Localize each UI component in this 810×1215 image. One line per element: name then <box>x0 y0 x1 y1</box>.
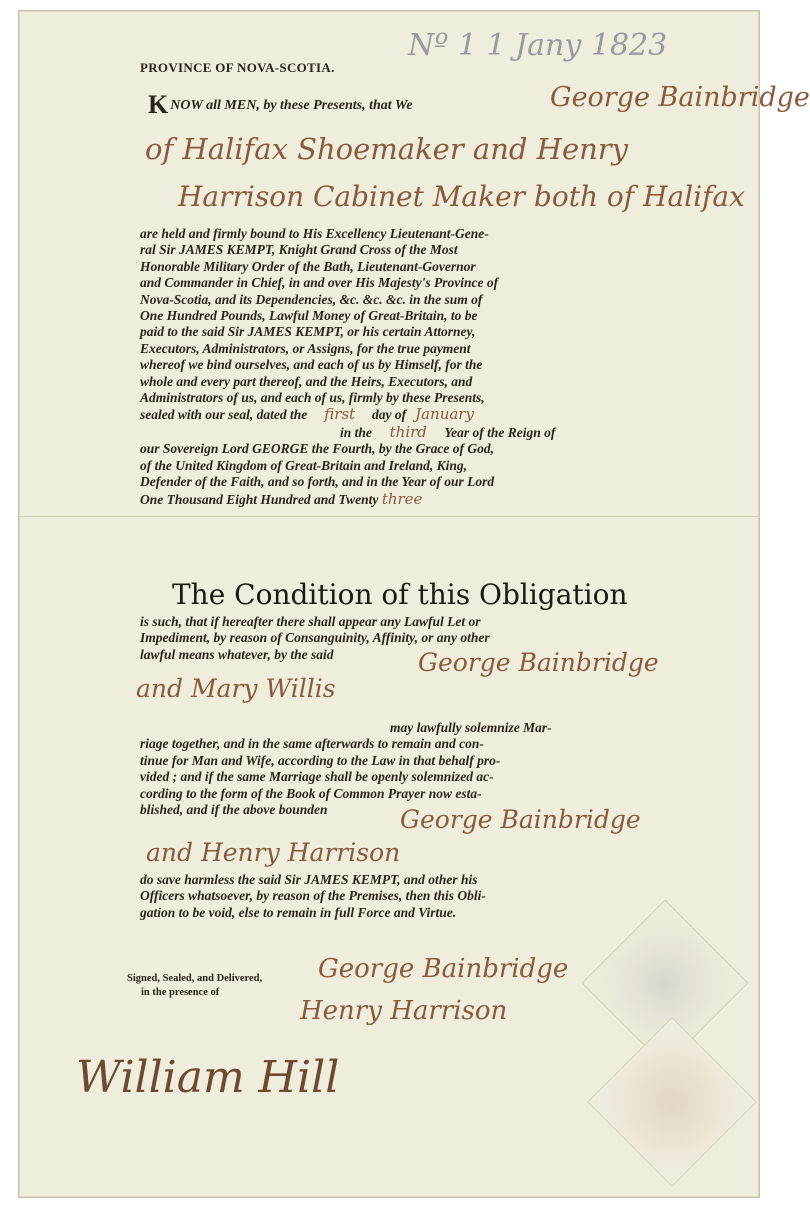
bond-text <box>140 226 660 508</box>
signed-sealed-label <box>127 972 287 1000</box>
year-handwritten: three <box>381 489 423 508</box>
paper-fold-line <box>19 516 759 517</box>
condition-line: may lawfully solemnize Mar- <box>390 720 552 735</box>
bond-line: our Sovereign Lord GEORGE the Fourth, by the Grace of God, <box>140 441 495 457</box>
bond-line: One Hundred Pounds, Lawful Money of Great-Britain, to be <box>140 308 478 324</box>
presence-line: in the presence of <box>141 987 220 998</box>
condition-line: cording to the form of the Book of Common Prayer now esta- <box>140 785 482 801</box>
bond-line: in the <box>340 424 372 440</box>
bond-line: Honorable Military Order of the Bath, Lieutenant-Governor <box>140 258 476 274</box>
condition-line: Impediment, by reason of Consanguinity, Affinity, or any other <box>140 630 490 646</box>
bond-line: Year of the Reign of <box>444 424 556 440</box>
bond-line: One Thousand Eight Hundred and Twenty <box>140 491 379 507</box>
bond-names-line-1: George Bainbridge <box>550 82 810 113</box>
bond-line: sealed with our seal, dated the <box>140 407 308 423</box>
condition-line: Officers whatsoever, by reason of the Premises, then this Obli- <box>140 888 486 904</box>
signature-george-bainbridge: George Bainbridge <box>318 954 569 984</box>
bond-line: and Commander in Chief, in and over His Majesty's Province of <box>140 275 499 291</box>
bond-reign-line <box>140 424 660 441</box>
condition-names-1: George Bainbridge <box>418 648 659 677</box>
bond-names-line-3: Harrison Cabinet Maker both of Halifax <box>178 180 745 213</box>
signature-henry-harrison: Henry Harrison <box>300 996 508 1026</box>
bounden-names-2: and Henry Harrison <box>146 838 401 867</box>
province-heading: PROVINCE OF NOVA-SCOTIA. <box>140 60 335 75</box>
bond-line: paid to the said Sir JAMES KEMPT, or his certain Attorney, <box>140 324 476 340</box>
condition-line: vided ; and if the same Marriage shall be openly solemnized ac- <box>140 769 494 785</box>
bond-year-line <box>140 491 660 508</box>
bounden-names-1: George Bainbridge <box>400 805 641 834</box>
bond-line: are held and firmly bound to His Excellency Lieutenant-Gene- <box>140 226 489 241</box>
bond-line: day of <box>372 407 407 423</box>
bond-line: Defender of the Faith, and so forth, and in the Year of our Lord <box>140 474 495 490</box>
signature-william-hill: William Hill <box>76 1052 340 1103</box>
know-all-men-text: NOW all MEN, by these Presents, that We <box>170 98 413 113</box>
bond-line: Administrators of us, and each of us, firmly by these Presents, <box>140 390 485 406</box>
bond-line: of the United Kingdom of Great-Britain and Ireland, King, <box>140 457 468 473</box>
date-month-handwritten: January <box>415 405 474 424</box>
signed-line: Signed, Sealed, and Delivered, <box>127 973 263 984</box>
bond-names-line-2: of Halifax Shoemaker and Henry <box>145 132 629 166</box>
condition-line: tinue for Man and Wife, according to the Law in that behalf pro- <box>140 752 501 768</box>
condition-text-3 <box>140 872 660 921</box>
condition-title: The Condition of this Obligation <box>172 578 628 611</box>
reign-year-handwritten: third <box>389 422 427 441</box>
condition-names-2: and Mary Willis <box>136 674 336 703</box>
date-day-handwritten: first <box>324 405 356 424</box>
registry-annotation: Nº 1 1 Jany 1823 <box>408 28 668 63</box>
condition-text-2 <box>140 720 660 818</box>
bond-date-line <box>140 406 660 423</box>
bond-line: ral Sir JAMES KEMPT, Knight Grand Cross of the Most <box>140 242 458 258</box>
know-all-men-line <box>148 90 413 120</box>
condition-line: do save harmless the said Sir JAMES KEMPT, and other his <box>140 872 478 887</box>
condition-line: gation to be void, else to remain in full Force and Virtue. <box>140 904 457 920</box>
bond-line: Nova-Scotia, and its Dependencies, &c. &c. &c. in the sum of <box>140 291 483 307</box>
decorative-initial: K <box>148 90 169 119</box>
condition-line: blished, and if the above bounden <box>140 802 328 818</box>
condition-line: lawful means whatever, by the said <box>140 646 334 662</box>
bond-line: whole and every part thereof, and the Heirs, Executors, and <box>140 373 473 389</box>
condition-line: riage together, and in the same afterwards to remain and con- <box>140 736 484 752</box>
bond-line: whereof we bind ourselves, and each of us by Himself, for the <box>140 357 483 373</box>
condition-line: is such, that if hereafter there shall appear any Lawful Let or <box>140 614 481 629</box>
bond-line: Executors, Administrators, or Assigns, for the true payment <box>140 340 471 356</box>
